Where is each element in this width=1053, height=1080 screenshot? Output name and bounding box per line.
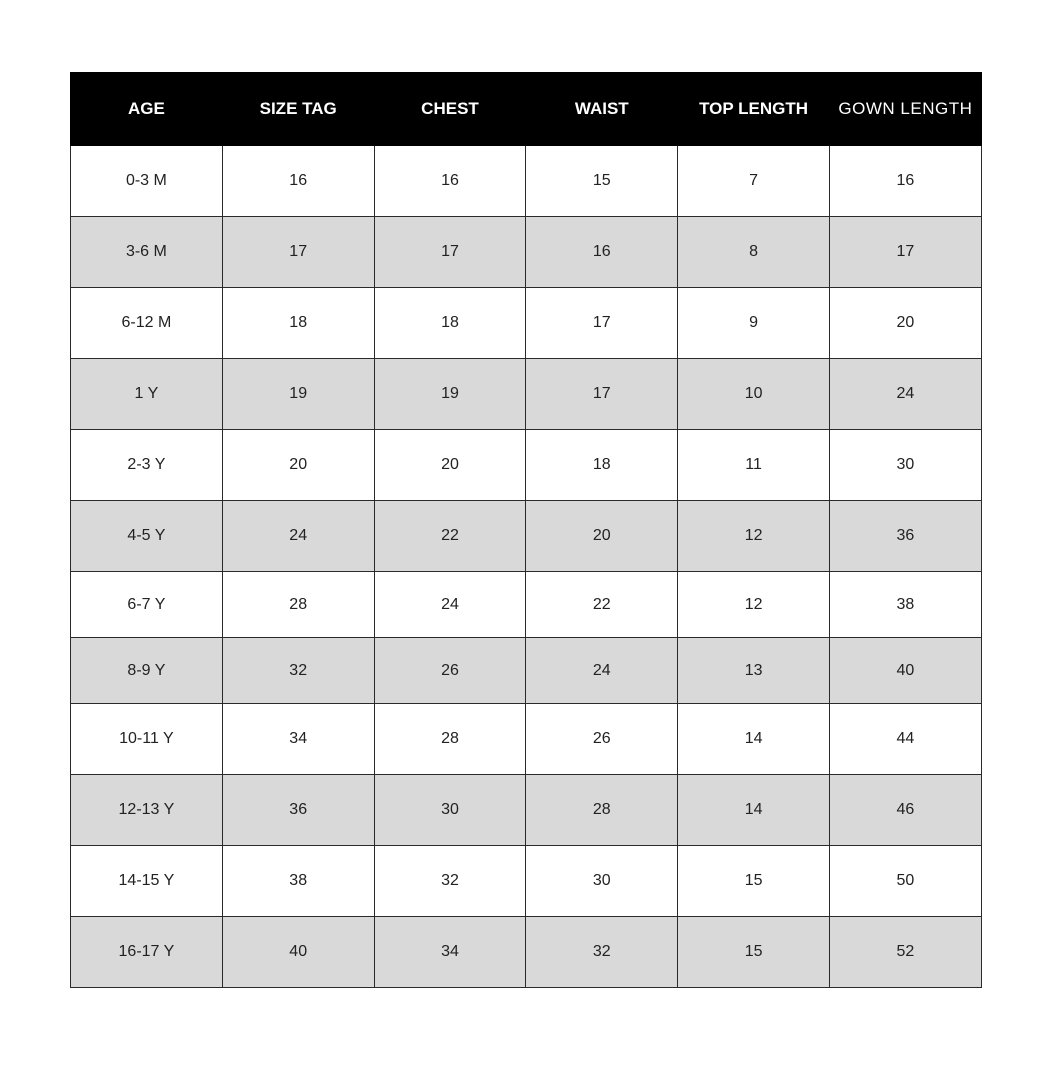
cell-gown-length: 30 (829, 430, 981, 501)
cell-chest: 30 (374, 775, 526, 846)
cell-chest: 34 (374, 917, 526, 988)
cell-gown-length: 40 (829, 638, 981, 704)
cell-gown-length: 17 (829, 217, 981, 288)
cell-size-tag: 20 (222, 430, 374, 501)
cell-gown-length: 24 (829, 359, 981, 430)
cell-chest: 19 (374, 359, 526, 430)
column-header-waist: WAIST (526, 73, 678, 146)
table-row (71, 917, 982, 988)
table-row (71, 430, 982, 501)
table-row (71, 146, 982, 217)
cell-gown-length: 44 (829, 704, 981, 775)
cell-size-tag: 24 (222, 501, 374, 572)
table-row (71, 501, 982, 572)
table-row (71, 217, 982, 288)
cell-gown-length: 16 (829, 146, 981, 217)
cell-size-tag: 18 (222, 288, 374, 359)
cell-age: 8-9 Y (71, 638, 223, 704)
cell-top-length: 15 (678, 917, 830, 988)
cell-top-length: 10 (678, 359, 830, 430)
cell-size-tag: 32 (222, 638, 374, 704)
cell-gown-length: 52 (829, 917, 981, 988)
column-header-size-tag: SIZE TAG (222, 73, 374, 146)
cell-top-length: 13 (678, 638, 830, 704)
cell-chest: 32 (374, 846, 526, 917)
cell-gown-length: 50 (829, 846, 981, 917)
cell-chest: 26 (374, 638, 526, 704)
cell-chest: 28 (374, 704, 526, 775)
cell-size-tag: 19 (222, 359, 374, 430)
cell-chest: 22 (374, 501, 526, 572)
table-row (71, 775, 982, 846)
column-header-chest: CHEST (374, 73, 526, 146)
cell-age: 16-17 Y (71, 917, 223, 988)
cell-age: 12-13 Y (71, 775, 223, 846)
table-row (71, 359, 982, 430)
table-row (71, 638, 982, 704)
cell-gown-length: 46 (829, 775, 981, 846)
table-row (71, 846, 982, 917)
table-row (71, 572, 982, 638)
cell-chest: 18 (374, 288, 526, 359)
cell-age: 2-3 Y (71, 430, 223, 501)
table-body (71, 146, 982, 988)
cell-age: 14-15 Y (71, 846, 223, 917)
cell-size-tag: 28 (222, 572, 374, 638)
cell-age: 6-7 Y (71, 572, 223, 638)
cell-size-tag: 36 (222, 775, 374, 846)
cell-gown-length: 38 (829, 572, 981, 638)
cell-chest: 24 (374, 572, 526, 638)
cell-chest: 20 (374, 430, 526, 501)
header-row (71, 73, 982, 146)
cell-waist: 15 (526, 146, 678, 217)
cell-top-length: 14 (678, 775, 830, 846)
cell-waist: 24 (526, 638, 678, 704)
cell-chest: 16 (374, 146, 526, 217)
cell-size-tag: 16 (222, 146, 374, 217)
cell-top-length: 12 (678, 572, 830, 638)
cell-size-tag: 40 (222, 917, 374, 988)
cell-waist: 17 (526, 359, 678, 430)
cell-top-length: 14 (678, 704, 830, 775)
cell-waist: 22 (526, 572, 678, 638)
cell-waist: 18 (526, 430, 678, 501)
column-header-age: AGE (71, 73, 223, 146)
cell-waist: 26 (526, 704, 678, 775)
cell-top-length: 15 (678, 846, 830, 917)
cell-size-tag: 34 (222, 704, 374, 775)
cell-gown-length: 36 (829, 501, 981, 572)
column-header-top-length: TOP LENGTH (678, 73, 830, 146)
table-header (71, 73, 982, 146)
cell-top-length: 12 (678, 501, 830, 572)
cell-waist: 20 (526, 501, 678, 572)
size-chart-table (70, 72, 982, 988)
cell-size-tag: 38 (222, 846, 374, 917)
table-row (71, 288, 982, 359)
cell-waist: 17 (526, 288, 678, 359)
cell-waist: 32 (526, 917, 678, 988)
cell-waist: 16 (526, 217, 678, 288)
cell-top-length: 7 (678, 146, 830, 217)
cell-size-tag: 17 (222, 217, 374, 288)
cell-age: 4-5 Y (71, 501, 223, 572)
cell-top-length: 8 (678, 217, 830, 288)
table-row (71, 704, 982, 775)
cell-top-length: 9 (678, 288, 830, 359)
cell-waist: 30 (526, 846, 678, 917)
cell-top-length: 11 (678, 430, 830, 501)
cell-age: 6-12 M (71, 288, 223, 359)
cell-age: 0-3 M (71, 146, 223, 217)
cell-age: 10-11 Y (71, 704, 223, 775)
cell-waist: 28 (526, 775, 678, 846)
column-header-gown-length: GOWN LENGTH (829, 73, 981, 146)
cell-age: 1 Y (71, 359, 223, 430)
cell-gown-length: 20 (829, 288, 981, 359)
cell-chest: 17 (374, 217, 526, 288)
cell-age: 3-6 M (71, 217, 223, 288)
